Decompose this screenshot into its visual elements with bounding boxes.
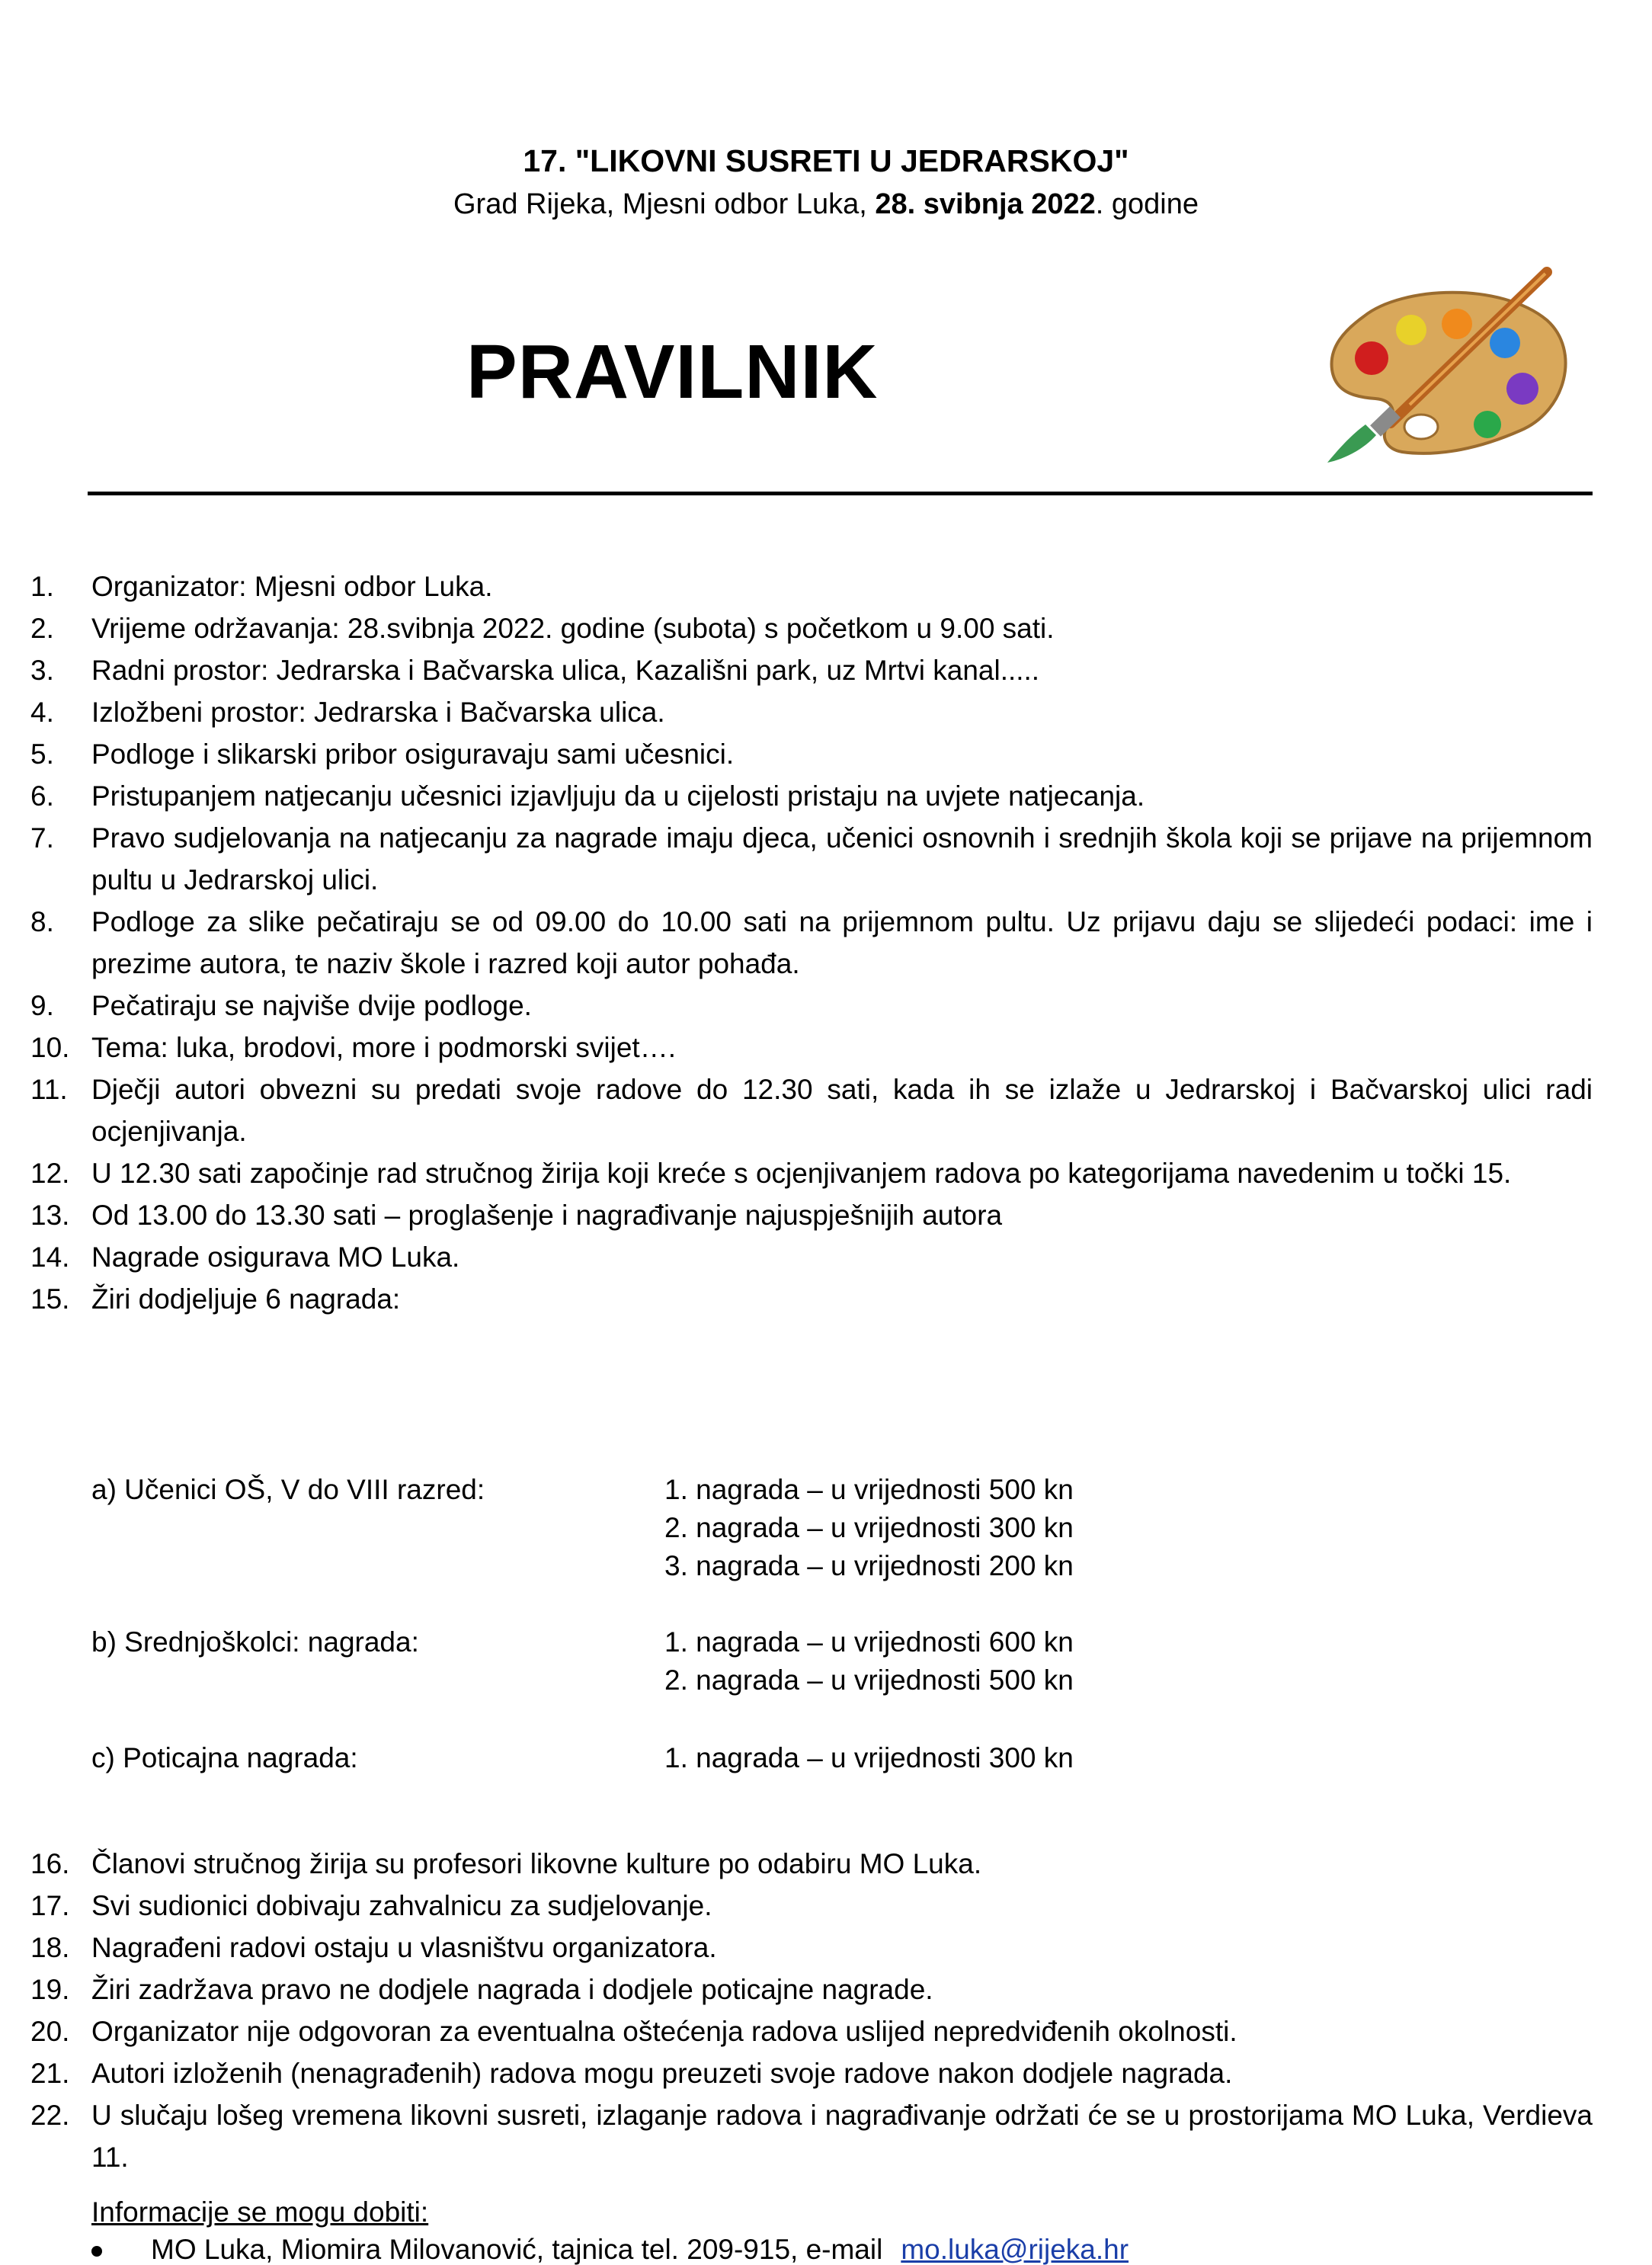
rule-number: 19. — [30, 1974, 70, 2005]
email-link[interactable]: mo.luka@rijeka.hr — [901, 2234, 1129, 2265]
rule-number: 1. — [30, 571, 54, 602]
rule-item — [30, 607, 1593, 649]
rule-item — [30, 2094, 1593, 2178]
prize-lines — [664, 1623, 1074, 1700]
rule-item — [30, 1068, 1593, 1152]
rule-text: Tema: luka, brodovi, more i podmorski svijet…. — [91, 1032, 676, 1063]
rule-text: Dječji autori obvezni su predati svoje radove do 12.30 sati, kada ih se izlaže u Jedrarskoj i Bačvarskoj ulici radi ocjenjivanja. — [91, 1074, 1593, 1147]
rule-item — [30, 565, 1593, 607]
rule-number: 16. — [30, 1848, 70, 1879]
rule-text: Svi sudionici dobivaju zahvalnicu za sudjelovanje. — [91, 1890, 712, 1921]
rule-text: Radni prostor: Jedrarska i Bačvarska ulica, Kazališni park, uz Mrtvi kanal..... — [91, 655, 1040, 686]
rule-number: 6. — [30, 780, 54, 812]
rule-text: U slučaju lošeg vremena likovni susreti, izlaganje radova i nagrađivanje održati će se u prostorijama MO Luka, Verdieva 11. — [91, 2100, 1593, 2173]
rule-item — [30, 817, 1593, 901]
rule-item — [30, 1969, 1593, 2010]
rule-item — [30, 901, 1593, 985]
rule-number: 15. — [30, 1283, 70, 1315]
prize-category-label: a) Učenici OŠ, V do VIII razred: — [91, 1474, 485, 1505]
prize-line: 1. nagrada – u vrijednosti 500 kn — [664, 1474, 1074, 1505]
rule-item — [30, 1278, 1593, 1320]
rule-text: Nagrađeni radovi ostaju u vlasništvu organizatora. — [91, 1932, 717, 1963]
rule-text: Izložbeni prostor: Jedrarska i Bačvarska ulica. — [91, 697, 665, 728]
horizontal-rule — [88, 492, 1593, 495]
rule-number: 11. — [30, 1074, 68, 1105]
rule-text: Podloge za slike pečatiraju se od 09.00 do 10.00 sati na prijemnom pultu. Uz prijavu daju se slijedeći podaci: ime i prezime autora, te naziv škole i razred koji autor pohađa. — [91, 906, 1593, 979]
rule-item — [30, 1194, 1593, 1236]
prize-line: 1. nagrada – u vrijednosti 600 kn — [664, 1626, 1074, 1658]
prize-category-label: b) Srednjoškolci: nagrada: — [91, 1626, 419, 1658]
event-title: 17. "LIKOVNI SUSRETI U JEDRARSKOJ" — [523, 143, 1129, 178]
rule-number: 17. — [30, 1890, 70, 1921]
prize-line: 3. nagrada – u vrijednosti 200 kn — [664, 1550, 1074, 1581]
rule-number: 7. — [30, 822, 54, 854]
rule-item — [30, 1927, 1593, 1969]
prize-line: 2. nagrada – u vrijednosti 300 kn — [664, 1512, 1074, 1543]
rule-number: 5. — [30, 738, 54, 770]
rule-text: Pravo sudjelovanja na natjecanju za nagrade imaju djeca, učenici osnovnih i srednjih škola koji se prijave na prijemnom pultu u Jedrarskoj ulici. — [91, 822, 1593, 895]
rule-item — [30, 649, 1593, 691]
rule-number: 13. — [30, 1200, 70, 1231]
rule-number: 12. — [30, 1158, 70, 1189]
document-title: PRAVILNIK — [466, 329, 879, 415]
rule-text: Članovi stručnog žirija su profesori likovne kulture po odabiru MO Luka. — [91, 1848, 982, 1879]
rule-number: 20. — [30, 2016, 70, 2047]
subtitle-suffix: . godine — [1095, 188, 1199, 220]
rule-number: 22. — [30, 2100, 70, 2131]
rule-text: Od 13.00 do 13.30 sati – proglašenje i nagrađivanje najuspješnijih autora — [91, 1200, 1003, 1231]
rule-text: Autori izloženih (nenagrađenih) radova mogu preuzeti svoje radove nakon dodjele nagrada. — [91, 2058, 1233, 2089]
rule-item — [30, 733, 1593, 775]
subtitle-location: Grad Rijeka, Mjesni odbor Luka, — [453, 188, 876, 220]
rules-list — [30, 565, 1593, 1320]
rule-number: 4. — [30, 697, 54, 728]
rule-text: Pristupanjem natjecanju učesnici izjavljuju da u cijelosti pristaju na uvjete natjecanja. — [91, 780, 1145, 812]
contact-line — [91, 2235, 1129, 2265]
rule-text: Žiri zadržava pravo ne dodjele nagrada i dodjele poticajne nagrade. — [91, 1974, 933, 2005]
rule-item — [30, 1152, 1593, 1194]
prize-line: 1. nagrada – u vrijednosti 300 kn — [664, 1742, 1074, 1773]
rules-list-continued — [30, 1843, 1593, 2178]
rule-item — [30, 2010, 1593, 2052]
rule-item — [30, 1027, 1593, 1068]
rule-number: 14. — [30, 1241, 70, 1273]
rule-number: 9. — [30, 990, 54, 1021]
rule-text: Vrijeme održavanja: 28.svibnja 2022. godine (subota) s početkom u 9.00 sati. — [91, 613, 1055, 644]
rule-text: Žiri dodjeljuje 6 nagrada: — [91, 1283, 401, 1315]
rule-number: 3. — [30, 655, 54, 686]
rule-text: Pečatiraju se najviše dvije podloge. — [91, 990, 532, 1021]
rule-item — [30, 1236, 1593, 1278]
rule-number: 21. — [30, 2058, 70, 2089]
rule-number: 18. — [30, 1932, 70, 1963]
rule-item — [30, 691, 1593, 733]
rule-text: U 12.30 sati započinje rad stručnog žirija koji kreće s ocjenjivanjem radova po kategorijama navedenim u točki 15. — [91, 1158, 1512, 1189]
rule-text: Podloge i slikarski pribor osiguravaju sami učesnici. — [91, 738, 735, 770]
rule-item — [30, 1843, 1593, 1885]
rule-item — [30, 985, 1593, 1027]
rule-item — [30, 1885, 1593, 1927]
prize-line: 2. nagrada – u vrijednosti 500 kn — [664, 1664, 1074, 1696]
bullet-icon — [91, 2246, 102, 2257]
contact-text: MO Luka, Miomira Milovanović, tajnica tel. 209-915, e-mail — [151, 2234, 883, 2265]
rule-number: 8. — [30, 906, 54, 937]
rule-text: Organizator nije odgovoran za eventualna oštećenja radova uslijed nepredviđenih okolnosti. — [91, 2016, 1237, 2047]
rule-number: 2. — [30, 613, 54, 644]
info-heading: Informacije se mogu dobiti: — [91, 2196, 429, 2228]
subtitle-date: 28. svibnja 2022 — [875, 188, 1096, 220]
rule-number: 10. — [30, 1032, 70, 1063]
prize-lines — [664, 1739, 1074, 1777]
prize-category-label: c) Poticajna nagrada: — [91, 1742, 358, 1773]
rule-item — [30, 2052, 1593, 2094]
event-subtitle — [0, 187, 1652, 222]
rule-item — [30, 775, 1593, 817]
prize-lines — [664, 1471, 1074, 1585]
rule-text: Nagrade osigurava MO Luka. — [91, 1241, 460, 1273]
painter-palette-icon — [1318, 263, 1570, 469]
rule-text: Organizator: Mjesni odbor Luka. — [91, 571, 493, 602]
